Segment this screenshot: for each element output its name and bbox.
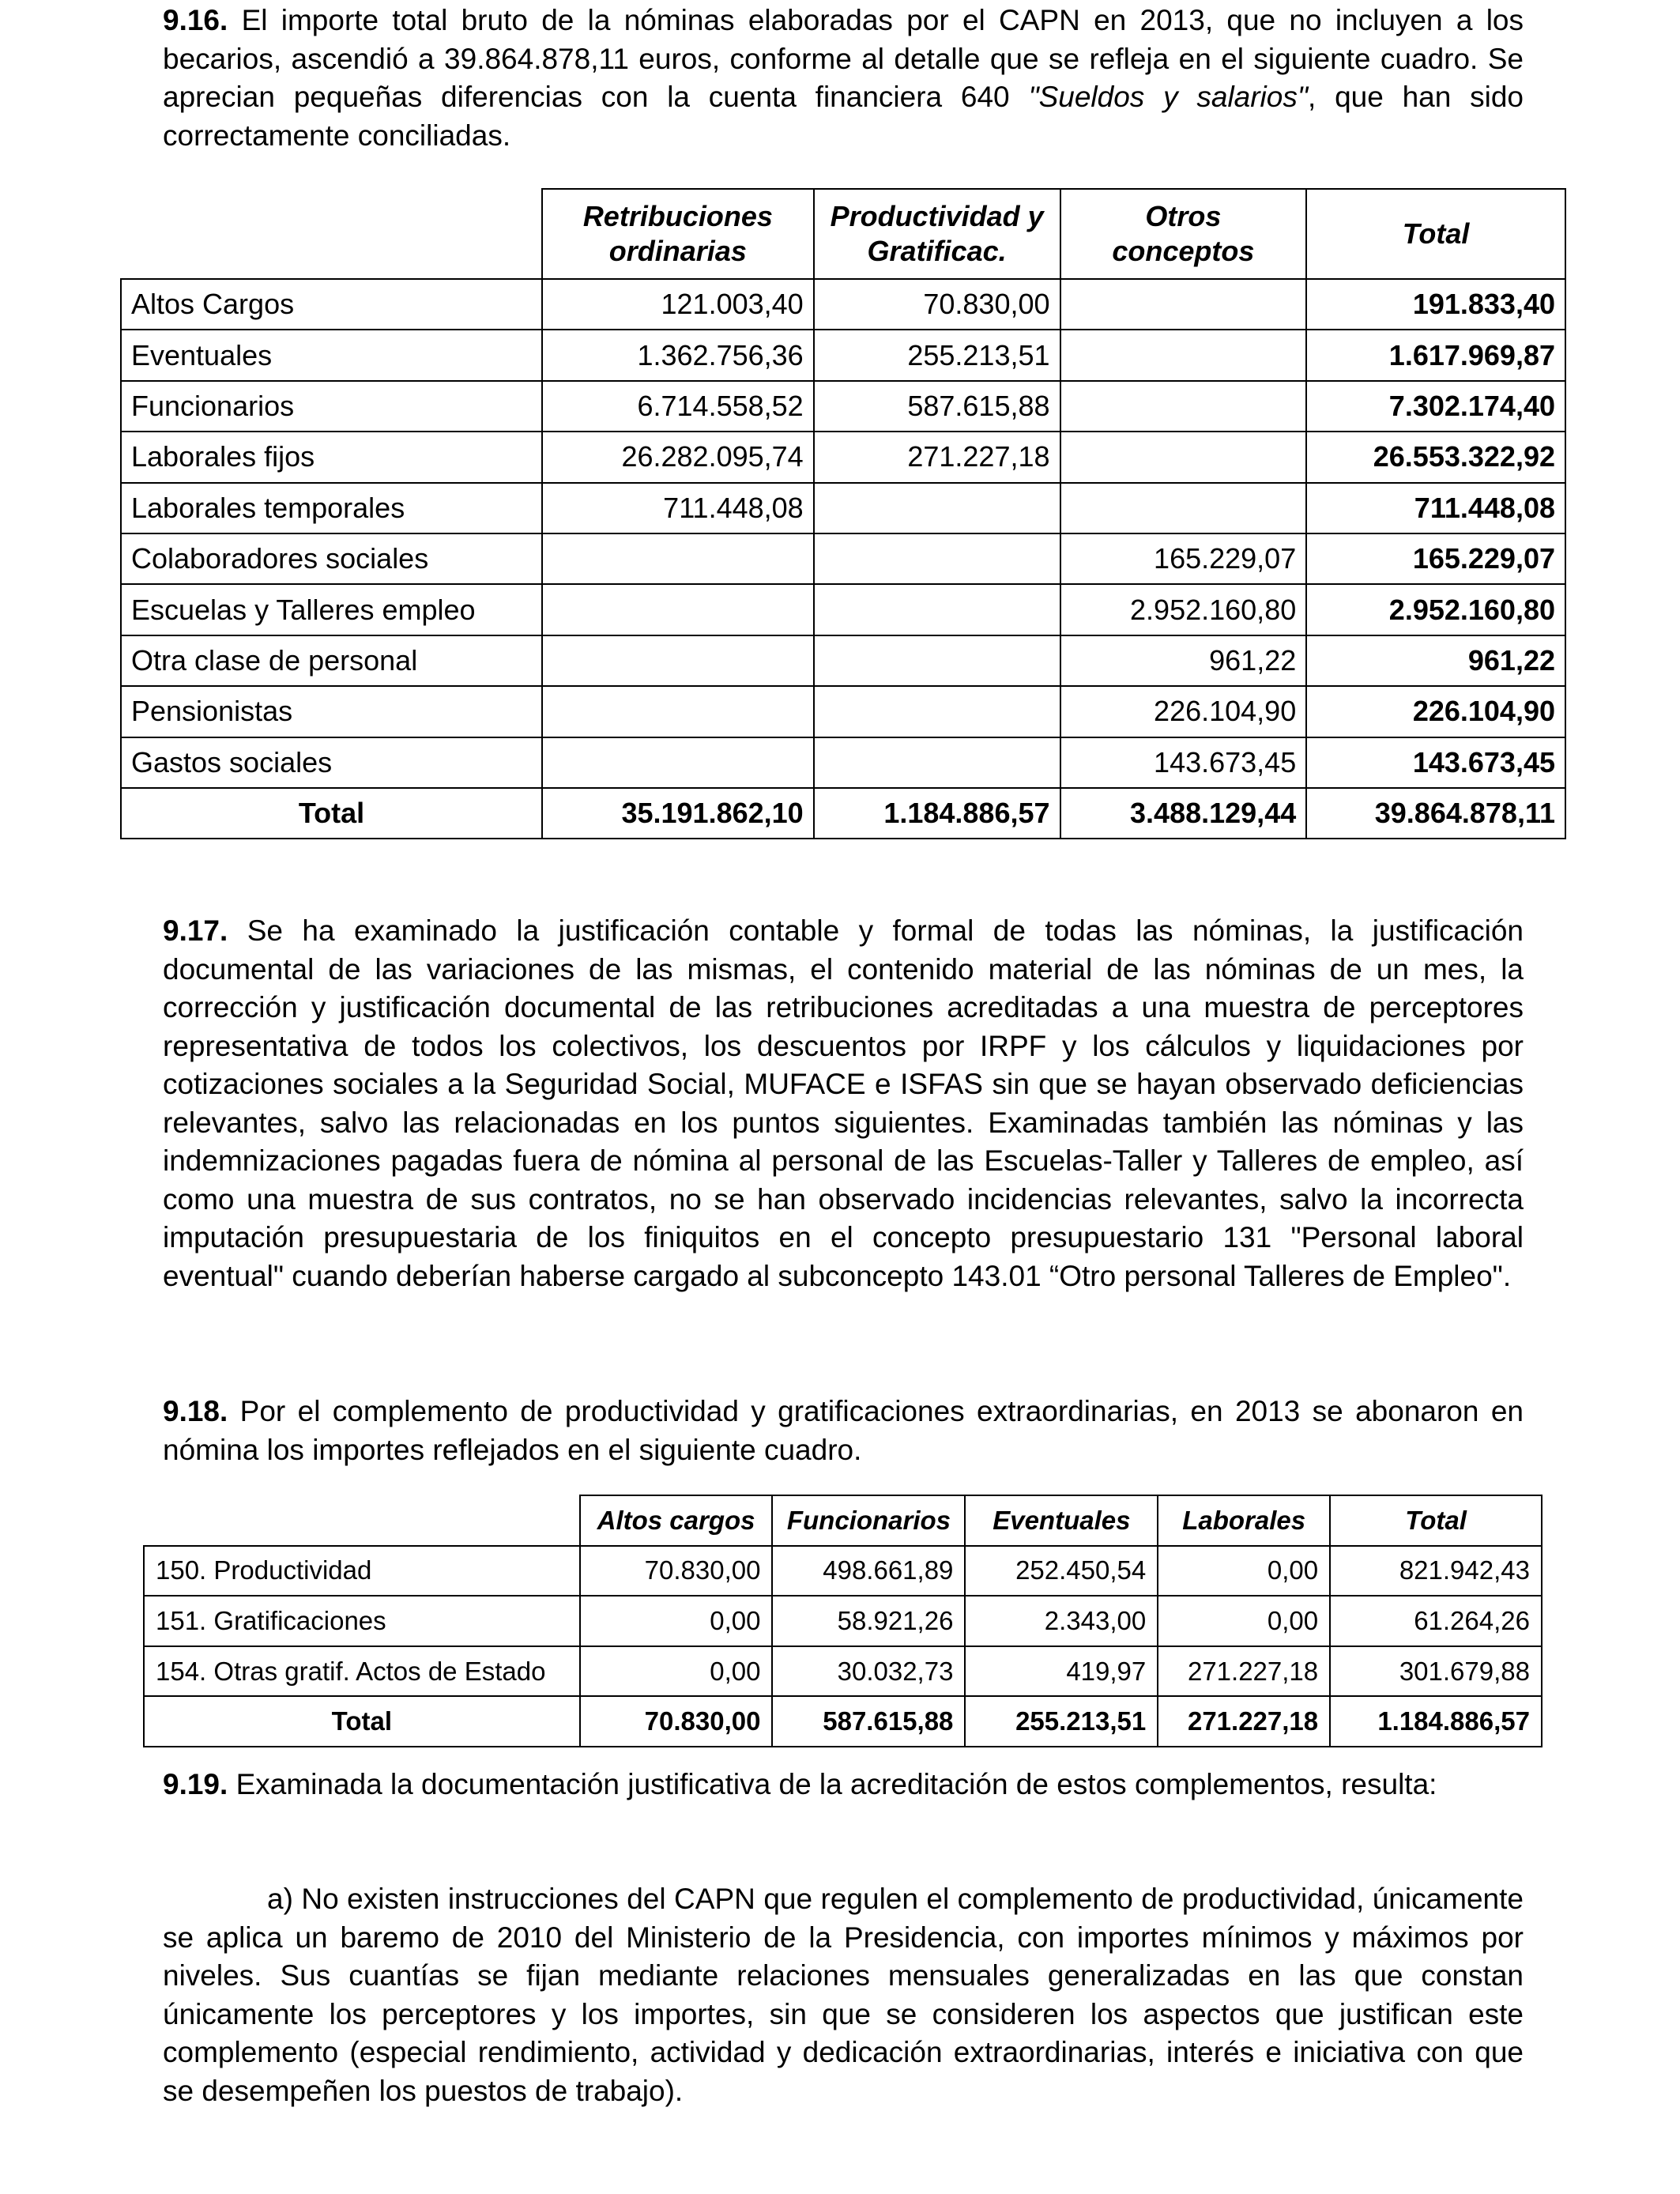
row-label: Gastos sociales bbox=[121, 737, 542, 788]
total-cell: 587.615,88 bbox=[772, 1696, 965, 1747]
paragraph-9-17 bbox=[163, 912, 1524, 1295]
cell-retribuciones: 121.003,40 bbox=[542, 279, 814, 330]
row-label: Eventuales bbox=[121, 330, 542, 380]
row-label: Altos Cargos bbox=[121, 279, 542, 330]
total-cell-total: 39.864.878,11 bbox=[1306, 788, 1565, 839]
row-label: Colaboradores sociales bbox=[121, 533, 542, 584]
paragraph-9-18 bbox=[163, 1393, 1524, 1469]
total-cell-ret: 35.191.862,10 bbox=[542, 788, 814, 839]
cell-total: 2.952.160,80 bbox=[1306, 584, 1565, 635]
table-row bbox=[121, 686, 1565, 737]
table-row bbox=[121, 737, 1565, 788]
cell-productividad: 587.615,88 bbox=[814, 381, 1060, 432]
cell-total: 1.617.969,87 bbox=[1306, 330, 1565, 380]
header-total: Total bbox=[1306, 189, 1565, 279]
cell-value: 271.227,18 bbox=[1158, 1646, 1330, 1697]
header-laborales: Laborales bbox=[1158, 1495, 1330, 1546]
table-total-row bbox=[121, 788, 1565, 839]
total-cell: 271.227,18 bbox=[1158, 1696, 1330, 1747]
cell-retribuciones bbox=[542, 584, 814, 635]
cell-retribuciones: 711.448,08 bbox=[542, 483, 814, 533]
cell-total: 711.448,08 bbox=[1306, 483, 1565, 533]
row-label: Laborales fijos bbox=[121, 432, 542, 482]
paragraph-text: El importe total bruto de la nóminas elaboradas por el CAPN en 2013, que no incluyen a los becarios, ascendió a 39.864.878,11 euros, conforme al detalle que se refleja en el siguiente cuadro. Se aprecian pequeñas diferencias con la cuenta financiera 640 bbox=[163, 4, 1524, 113]
section-number: 9.16. bbox=[163, 4, 228, 36]
cell-otros: 143.673,45 bbox=[1060, 737, 1307, 788]
row-label: Laborales temporales bbox=[121, 483, 542, 533]
header-otros: Otros conceptos bbox=[1060, 189, 1307, 279]
paragraph-text: Examinada la documentación justificativa de la acreditación de estos complementos, resulta: bbox=[228, 1768, 1437, 1800]
cell-productividad bbox=[814, 533, 1060, 584]
row-label: 154. Otras gratif. Actos de Estado bbox=[144, 1646, 580, 1697]
cell-total: 165.229,07 bbox=[1306, 533, 1565, 584]
cell-otros: 2.952.160,80 bbox=[1060, 584, 1307, 635]
table-header-row bbox=[144, 1495, 1542, 1546]
table-row bbox=[121, 381, 1565, 432]
table-header-row bbox=[121, 189, 1565, 279]
row-label: 151. Gratificaciones bbox=[144, 1596, 580, 1646]
section-number: 9.19. bbox=[163, 1768, 228, 1800]
cell-value: 0,00 bbox=[580, 1646, 773, 1697]
cell-value: 0,00 bbox=[1158, 1596, 1330, 1646]
cell-productividad bbox=[814, 483, 1060, 533]
cell-productividad bbox=[814, 635, 1060, 686]
row-label: Escuelas y Talleres empleo bbox=[121, 584, 542, 635]
header-blank-cell bbox=[121, 189, 542, 279]
cell-value: 301.679,88 bbox=[1330, 1646, 1542, 1697]
cell-productividad bbox=[814, 686, 1060, 737]
row-label: Funcionarios bbox=[121, 381, 542, 432]
cell-value: 419,97 bbox=[965, 1646, 1158, 1697]
payroll-table bbox=[120, 188, 1566, 839]
cell-total: 143.673,45 bbox=[1306, 737, 1565, 788]
cell-productividad bbox=[814, 584, 1060, 635]
cell-otros bbox=[1060, 279, 1307, 330]
total-cell: 70.830,00 bbox=[580, 1696, 773, 1747]
table-row bbox=[121, 330, 1565, 380]
total-cell-otros: 3.488.129,44 bbox=[1060, 788, 1307, 839]
cell-total: 191.833,40 bbox=[1306, 279, 1565, 330]
section-number: 9.18. bbox=[163, 1395, 228, 1427]
cell-otros bbox=[1060, 483, 1307, 533]
paragraph-text: , que han sido correctamente conciliadas. bbox=[163, 81, 1524, 152]
paragraph-text: Se ha examinado la justificación contable y formal de todas las nóminas, la justificación documental de las variaciones de las mismas, el contenido material de las nóminas de un mes, la corrección y justificación documental de las retribuciones acreditadas a una muestra de perceptores representativa de todos los colectivos, los descuentos por IRPF y los cálculos y liquidaciones por cotizaciones sociales a la Seguridad Social, MUFACE e ISFAS sin que se hayan observado deficiencias relevantes, salvo las relacionadas en los puntos siguientes. Examinadas también las nóminas y las indemnizaciones pagadas fuera de nómina al personal de las Escuelas-Taller y Talleres de empleo, así como una muestra de sus contratos, no se han observado incidencias relevantes, salvo la incorrecta imputación presupuestaria de los finiquitos en el concepto presupuestario 131 "Personal laboral eventual" cuando deberían haberse cargado al subconcepto 143.01 “Otro personal Talleres de Empleo". bbox=[163, 914, 1524, 1292]
cell-productividad: 255.213,51 bbox=[814, 330, 1060, 380]
table-row bbox=[144, 1596, 1542, 1646]
cell-value: 0,00 bbox=[1158, 1546, 1330, 1596]
cell-retribuciones bbox=[542, 737, 814, 788]
cell-retribuciones: 26.282.095,74 bbox=[542, 432, 814, 482]
cell-retribuciones: 1.362.756,36 bbox=[542, 330, 814, 380]
paragraph-text: Por el complemento de productividad y gratificaciones extraordinarias, en 2013 se abonaron en nómina los importes reflejados en el siguiente cuadro. bbox=[163, 1395, 1524, 1466]
total-label: Total bbox=[121, 788, 542, 839]
header-altos-cargos: Altos cargos bbox=[580, 1495, 773, 1546]
table-row bbox=[121, 533, 1565, 584]
header-blank-cell bbox=[144, 1495, 580, 1546]
header-funcionarios: Funcionarios bbox=[772, 1495, 965, 1546]
cell-retribuciones: 6.714.558,52 bbox=[542, 381, 814, 432]
table-total-row bbox=[144, 1696, 1542, 1747]
cell-value: 252.450,54 bbox=[965, 1546, 1158, 1596]
table-row bbox=[121, 483, 1565, 533]
cell-productividad bbox=[814, 737, 1060, 788]
cell-otros bbox=[1060, 381, 1307, 432]
table-row bbox=[121, 279, 1565, 330]
cell-value: 61.264,26 bbox=[1330, 1596, 1542, 1646]
cell-value: 2.343,00 bbox=[965, 1596, 1158, 1646]
cell-retribuciones bbox=[542, 533, 814, 584]
paragraph-9-16 bbox=[163, 2, 1524, 155]
account-name: "Sueldos y salarios" bbox=[1028, 81, 1308, 113]
total-cell: 255.213,51 bbox=[965, 1696, 1158, 1747]
paragraph-9-19-a bbox=[163, 1880, 1524, 2110]
cell-total: 26.553.322,92 bbox=[1306, 432, 1565, 482]
table-row bbox=[121, 635, 1565, 686]
cell-otros: 961,22 bbox=[1060, 635, 1307, 686]
cell-productividad: 271.227,18 bbox=[814, 432, 1060, 482]
table-row bbox=[121, 432, 1565, 482]
paragraph-text: a) No existen instrucciones del CAPN que regulen el complemento de productividad, únicamente se aplica un baremo de 2010 del Ministerio de la Presidencia, con importes mínimos y máximos por niveles. Sus cuantías se fijan mediante relaciones mensuales generalizadas en las que constan únicamente los perceptores y los importes, sin que se consideren los aspectos que justifican este complemento (especial rendimiento, actividad y dedicación extraordinarias, interés e iniciativa con que se desempeñen los puestos de trabajo). bbox=[163, 1883, 1524, 2107]
cell-value: 58.921,26 bbox=[772, 1596, 965, 1646]
cell-retribuciones bbox=[542, 686, 814, 737]
row-label: Otra clase de personal bbox=[121, 635, 542, 686]
header-eventuales: Eventuales bbox=[965, 1495, 1158, 1546]
cell-total: 226.104,90 bbox=[1306, 686, 1565, 737]
productivity-table bbox=[143, 1495, 1543, 1747]
cell-total: 7.302.174,40 bbox=[1306, 381, 1565, 432]
section-number: 9.17. bbox=[163, 914, 228, 947]
header-productividad: Productividad y Gratificac. bbox=[814, 189, 1060, 279]
row-label: Pensionistas bbox=[121, 686, 542, 737]
cell-otros bbox=[1060, 330, 1307, 380]
table-row bbox=[121, 584, 1565, 635]
total-cell: 1.184.886,57 bbox=[1330, 1696, 1542, 1747]
cell-value: 498.661,89 bbox=[772, 1546, 965, 1596]
cell-otros: 226.104,90 bbox=[1060, 686, 1307, 737]
table-row bbox=[144, 1646, 1542, 1697]
table-row bbox=[144, 1546, 1542, 1596]
cell-otros bbox=[1060, 432, 1307, 482]
cell-otros: 165.229,07 bbox=[1060, 533, 1307, 584]
cell-productividad: 70.830,00 bbox=[814, 279, 1060, 330]
cell-retribuciones bbox=[542, 635, 814, 686]
cell-value: 0,00 bbox=[580, 1596, 773, 1646]
cell-value: 30.032,73 bbox=[772, 1646, 965, 1697]
cell-value: 70.830,00 bbox=[580, 1546, 773, 1596]
cell-total: 961,22 bbox=[1306, 635, 1565, 686]
cell-value: 821.942,43 bbox=[1330, 1546, 1542, 1596]
row-label: 150. Productividad bbox=[144, 1546, 580, 1596]
header-total: Total bbox=[1330, 1495, 1542, 1546]
header-retribuciones: Retribuciones ordinarias bbox=[542, 189, 814, 279]
total-label: Total bbox=[144, 1696, 580, 1747]
paragraph-9-19 bbox=[163, 1766, 1524, 1804]
total-cell-prod: 1.184.886,57 bbox=[814, 788, 1060, 839]
